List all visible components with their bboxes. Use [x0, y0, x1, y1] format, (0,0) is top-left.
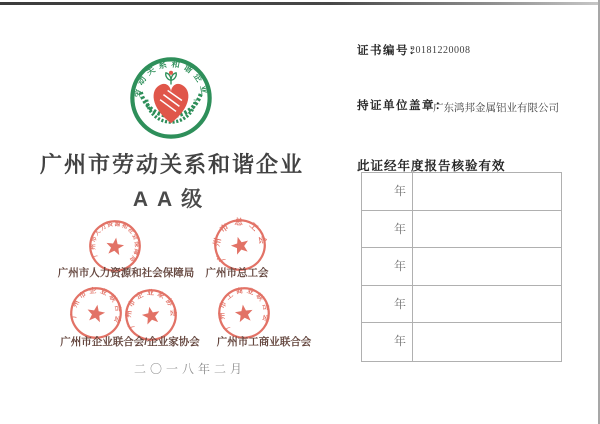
table-row [362, 248, 561, 286]
holder-company-name: 广东鸿邦金属铝业有限公司 [433, 103, 559, 114]
cert-number-label: 证书编号： [357, 45, 422, 57]
scan-top-edge [0, 2, 600, 5]
year-cell: 年 [362, 286, 413, 323]
seal-label-enterprise-assoc: 广州市企业联合会/企业家协会 [60, 336, 200, 348]
verification-blank-cell [413, 248, 561, 285]
emblem-ring-text: 劳动关系和谐企业 [131, 58, 211, 99]
sprout-flower [169, 71, 173, 75]
svg-text:广州市工商业联合会: 广州市工商业联合会 [218, 287, 270, 331]
table-row [362, 286, 561, 324]
year-cell: 年 [362, 248, 413, 285]
year-cell: 年 [362, 211, 413, 248]
verification-blank-cell [413, 286, 561, 323]
verification-blank-cell [413, 323, 561, 361]
seal-label-hr-bureau: 广州市人力资源和社会保障局 [57, 267, 195, 279]
cert-number-value: 20181220008 [410, 45, 471, 56]
year-cell: 年 [362, 323, 413, 361]
annual-verification-title: 此证经年度报告核验有效 [357, 159, 506, 173]
annual-verification-table [361, 172, 562, 362]
harmony-enterprise-emblem [129, 56, 213, 140]
svg-text:广州市总工会: 广州市总工会 [211, 216, 269, 264]
svg-text:广州市企业联合会: 广州市企业联合会 [70, 287, 122, 327]
table-row [362, 173, 561, 211]
table-row [362, 211, 561, 249]
seal-label-trade-unions: 广州市总工会 [205, 267, 269, 279]
verification-blank-cell [413, 173, 561, 210]
verification-blank-cell [413, 211, 561, 248]
seal-label-industry-commerce: 广州市工商业联合会 [216, 336, 312, 348]
table-row [362, 323, 561, 361]
holder-seal-label: 持证单位盖章： [357, 100, 448, 112]
svg-text:广州市人力资源和社会保障局: 广州市人力资源和社会保障局 [90, 221, 140, 264]
certificate-grade: AA级 [132, 188, 212, 211]
year-cell: 年 [362, 173, 413, 210]
svg-text:广州市企业家协会: 广州市企业家协会 [125, 289, 177, 330]
certificate-title: 广州市劳动关系和谐企业 [39, 152, 304, 177]
issue-date: 二〇一八年二月 [133, 362, 246, 376]
